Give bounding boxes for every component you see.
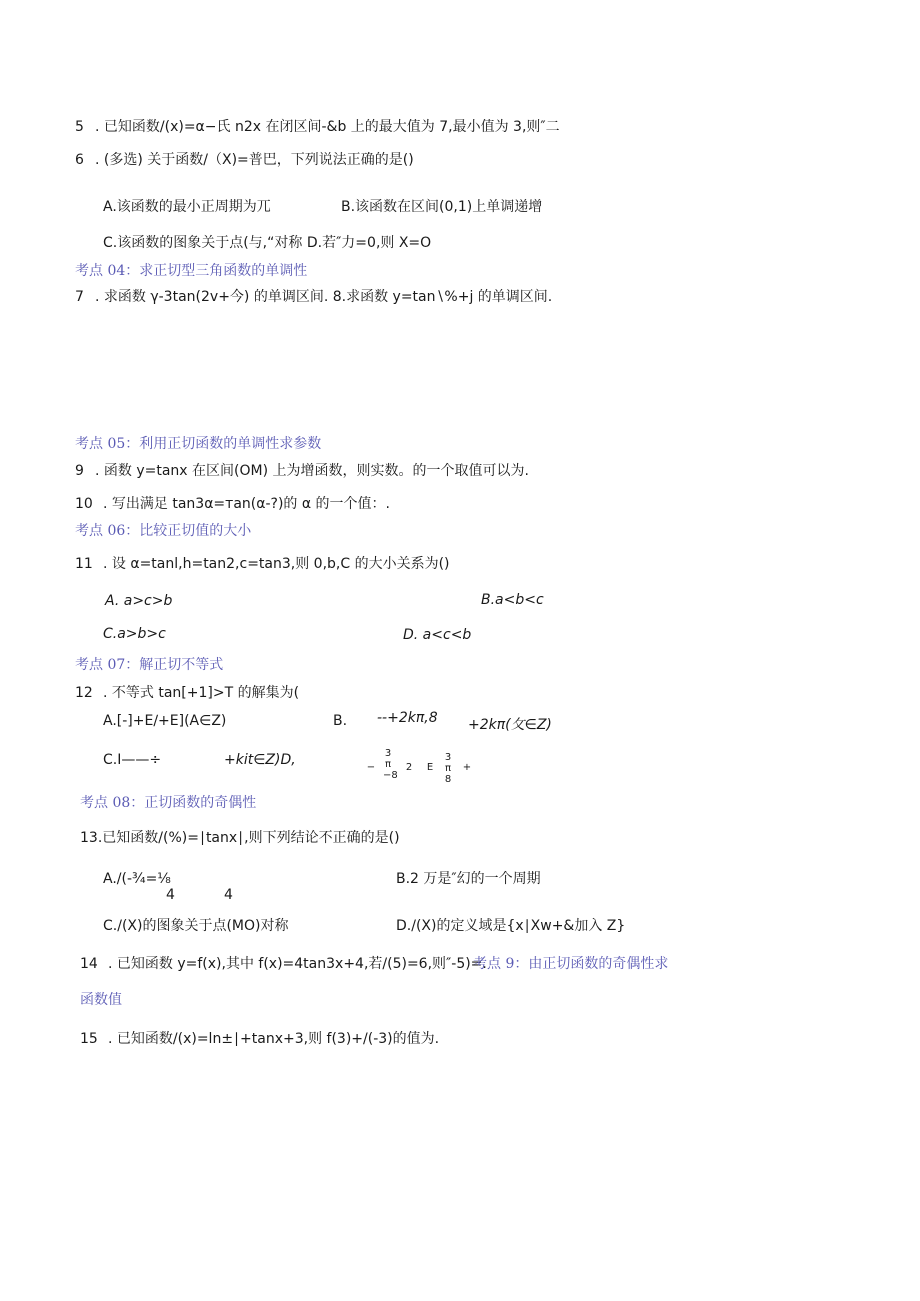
- q9-text: . 函数 y=tanx 在区间(OM) 上为增函数，则实数。的一个取值可以为.: [95, 463, 529, 479]
- q12-option-c-tail: +kit∈Z)D,: [224, 752, 296, 768]
- q12-option-a: A.[-]+E∕+E](A∈Z): [103, 713, 227, 729]
- q12-frac-6: +: [462, 762, 472, 773]
- q6-option-b: B.该函数在区间(0,1)上单调递增: [341, 199, 543, 215]
- q13-option-a-denom-2: 4: [224, 887, 233, 903]
- q12-option-b-left: --+2kπ,8: [377, 710, 438, 726]
- q5-number: 5: [75, 119, 84, 135]
- q12-option-b-right: +2kπ(攵∈Z): [468, 717, 552, 733]
- q9-number: 9: [75, 463, 84, 479]
- q12-frac-1: −: [366, 762, 376, 773]
- q11-option-a: A. a>c>b: [105, 593, 173, 609]
- q11-number: 11: [75, 556, 93, 572]
- q12-option-c: C.I——÷: [103, 752, 162, 768]
- q12-number: 12: [75, 685, 93, 701]
- q11-text: . 设 α=tanl,h=tan2,c=tan3,则 0,b,C 的大小关系为(): [103, 556, 450, 572]
- q13-text: 13.已知函数/(%)=∣tanx∣,则下列结论不正确的是(): [80, 830, 400, 846]
- q10-text: . 写出满足 tan3α=тan(α-?)的 α 的一个值：.: [103, 496, 390, 512]
- q14-text: . 已知函数 y=f(x),其中 f(x)=4tan3x+4,若/(5)=6,则″-5)=.: [108, 956, 487, 972]
- section-09-heading-cont: 函数值: [80, 992, 122, 1008]
- q5-text: . 已知函数/(x)=α−氏 n2x 在闭区间-&b 上的最大值为 7,最小值为 3,则″二: [95, 119, 560, 135]
- q15-text: . 已知函数/(x)=ln±∣+tanx+3,则 f(3)+/(-3)的值为.: [108, 1031, 440, 1047]
- section-09-heading: 考点 9：由正切函数的奇偶性求: [473, 956, 669, 972]
- q13-option-d: D./(X)的定义域是{x∣Xw+&加入 Z}: [396, 918, 626, 934]
- q12-frac-2: 3π−8: [383, 748, 398, 781]
- q12-text: . 不等式 tan[+1]>T 的解集为(: [103, 685, 300, 701]
- q13-option-a: A./(-¾=⅛: [103, 871, 171, 887]
- q7-number: 7: [75, 289, 84, 305]
- q14-number: 14: [80, 956, 98, 972]
- q6-number: 6: [75, 152, 84, 168]
- q12-frac-4: E: [426, 762, 434, 773]
- section-04-heading: 考点 04：求正切型三角函数的单调性: [75, 263, 308, 279]
- q12-frac-3: 2: [405, 762, 413, 773]
- q6-text: . (多选) 关于函数/（X)=普巴，下列说法正确的是(): [95, 152, 414, 168]
- section-08-heading: 考点 08：正切函数的奇偶性: [80, 795, 257, 811]
- section-06-heading: 考点 06：比较正切值的大小: [75, 523, 252, 539]
- q7-text: . 求函数 γ-3tan(2v+今) 的单调区间. 8.求函数 y=tan∖%+j 的单调区间.: [95, 289, 553, 305]
- section-07-heading: 考点 07：解正切不等式: [75, 657, 224, 673]
- q10-number: 10: [75, 496, 93, 512]
- q6-option-a: A.该函数的最小正周期为兀: [103, 199, 271, 215]
- q11-option-c: C.a>b>c: [103, 626, 166, 642]
- q15-number: 15: [80, 1031, 98, 1047]
- q12-frac-5: 3π8: [444, 752, 452, 785]
- q11-option-b: B.a<b<c: [481, 592, 544, 608]
- q11-option-d: D. a<c<b: [403, 627, 472, 643]
- q13-option-b: B.2 万是″幻的一个周期: [396, 871, 541, 887]
- q13-option-c: C./(X)的图象关于点(MO)对称: [103, 918, 289, 934]
- q6-option-cd: C.该函数的图象关于点(与,“对称 D.若″力=0,则 X=O: [103, 235, 432, 251]
- q13-option-a-denom-1: 4: [166, 887, 175, 903]
- q12-option-b: B.: [333, 713, 348, 729]
- section-05-heading: 考点 05：利用正切函数的单调性求参数: [75, 436, 322, 452]
